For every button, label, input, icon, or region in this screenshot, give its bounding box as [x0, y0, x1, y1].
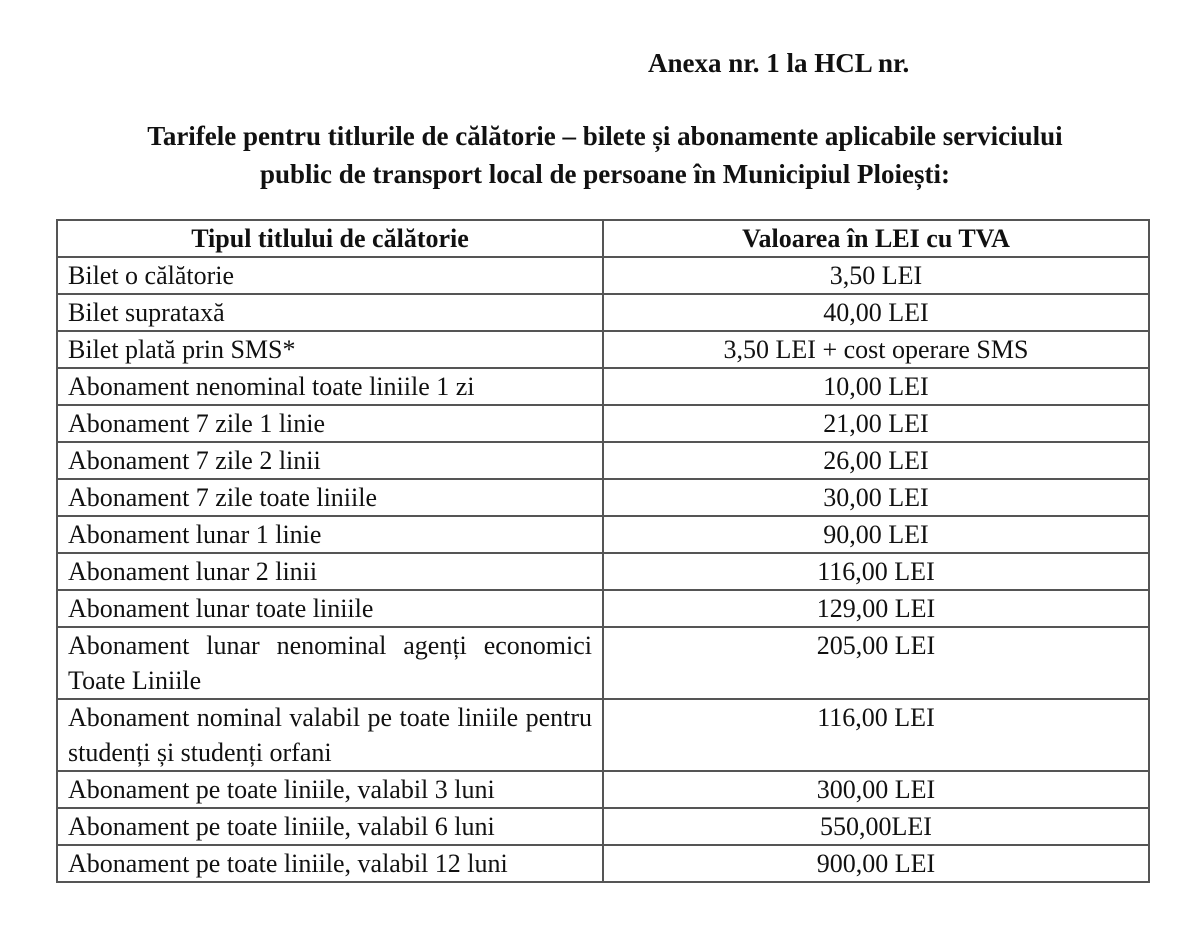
ticket-value-cell: 550,00LEI — [603, 808, 1149, 845]
table-row — [57, 479, 1149, 516]
ticket-value-cell: 26,00 LEI — [603, 442, 1149, 479]
table-row — [57, 808, 1149, 845]
table-row — [57, 590, 1149, 627]
title-line-1: Tarifele pentru titlurile de călătorie – bilete și abonamente aplicabile serviciului — [147, 121, 1063, 151]
ticket-type-cell: Abonament 7 zile 2 linii — [57, 442, 603, 479]
ticket-value-cell: 3,50 LEI + cost operare SMS — [603, 331, 1149, 368]
ticket-value-cell: 300,00 LEI — [603, 771, 1149, 808]
header-value: Valoarea în LEI cu TVA — [603, 220, 1149, 257]
annex-label: Anexa nr. 1 la HCL nr. — [648, 48, 910, 78]
ticket-value-cell: 116,00 LEI — [603, 553, 1149, 590]
ticket-value-cell: 21,00 LEI — [603, 405, 1149, 442]
table-header-row — [57, 220, 1149, 257]
ticket-type-cell: Abonament 7 zile toate liniile — [57, 479, 603, 516]
ticket-value-cell: 90,00 LEI — [603, 516, 1149, 553]
table-row — [57, 368, 1149, 405]
ticket-value-cell: 205,00 LEI — [603, 627, 1149, 699]
table-row — [57, 845, 1149, 882]
ticket-type-cell: Abonament lunar 1 linie — [57, 516, 603, 553]
ticket-value-cell: 40,00 LEI — [603, 294, 1149, 331]
ticket-type-cell: Abonament pe toate liniile, valabil 3 luni — [57, 771, 603, 808]
ticket-value-cell: 30,00 LEI — [603, 479, 1149, 516]
ticket-value-cell: 129,00 LEI — [603, 590, 1149, 627]
table-row — [57, 405, 1149, 442]
table-row — [57, 331, 1149, 368]
ticket-type-cell: Abonament lunar toate liniile — [57, 590, 603, 627]
table-row — [57, 516, 1149, 553]
ticket-type-cell: Abonament nominal valabil pe toate liniile pentru studenți și studenți orfani — [57, 699, 603, 771]
document-title — [40, 117, 1170, 193]
ticket-value-cell: 116,00 LEI — [603, 699, 1149, 771]
ticket-type-cell: Abonament lunar nenominal agenți economici Toate Liniile — [57, 627, 603, 699]
table-row — [57, 553, 1149, 590]
ticket-value-cell: 10,00 LEI — [603, 368, 1149, 405]
ticket-value-cell: 900,00 LEI — [603, 845, 1149, 882]
ticket-type-cell: Abonament pe toate liniile, valabil 6 luni — [57, 808, 603, 845]
title-line-2: public de transport local de persoane în Municipiul Ploiești: — [259, 159, 951, 189]
ticket-type-cell: Abonament 7 zile 1 linie — [57, 405, 603, 442]
table-row — [57, 771, 1149, 808]
header-ticket-type: Tipul titlului de călătorie — [57, 220, 603, 257]
table-row — [57, 699, 1149, 771]
table-row — [57, 294, 1149, 331]
ticket-type-cell: Bilet plată prin SMS* — [57, 331, 603, 368]
ticket-type-cell: Bilet suprataxă — [57, 294, 603, 331]
ticket-type-cell: Abonament pe toate liniile, valabil 12 luni — [57, 845, 603, 882]
ticket-type-cell: Bilet o călătorie — [57, 257, 603, 294]
table-row — [57, 627, 1149, 699]
table-row — [57, 257, 1149, 294]
ticket-type-cell: Abonament lunar 2 linii — [57, 553, 603, 590]
ticket-value-cell: 3,50 LEI — [603, 257, 1149, 294]
tariffs-table — [56, 219, 1150, 883]
table-row — [57, 442, 1149, 479]
ticket-type-cell: Abonament nenominal toate liniile 1 zi — [57, 368, 603, 405]
